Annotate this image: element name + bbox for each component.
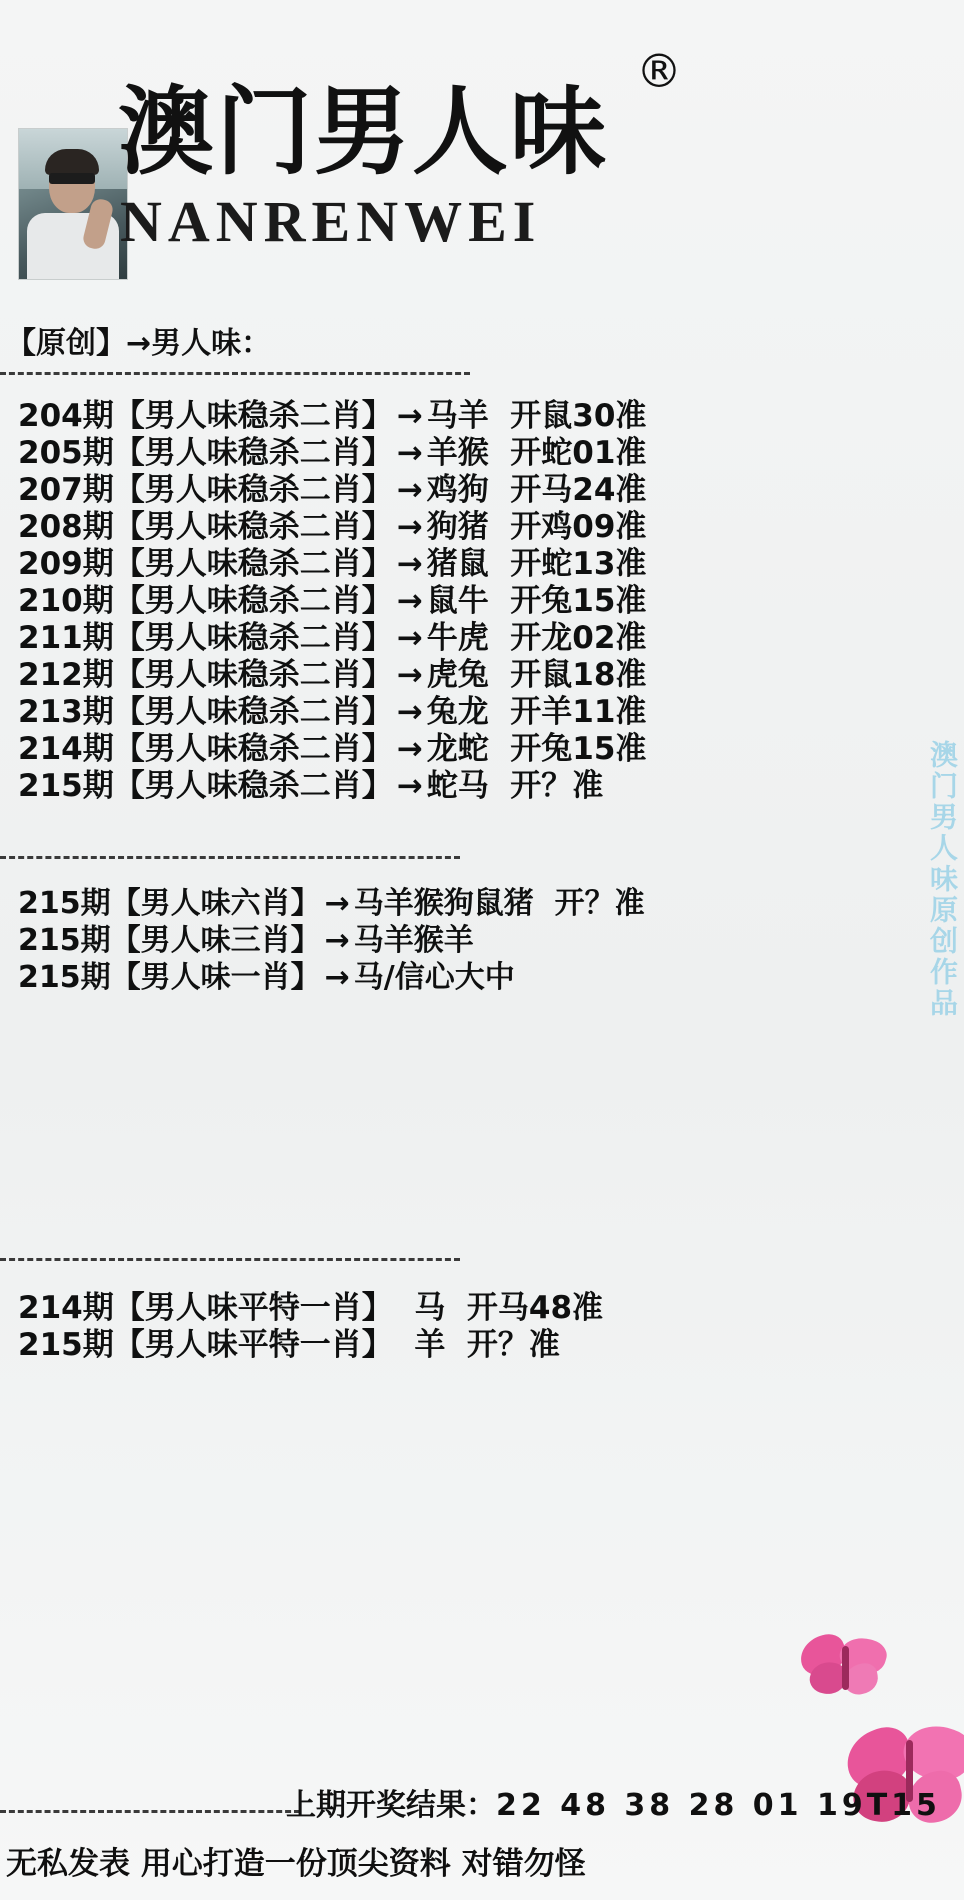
arrow-icon: → [396, 657, 423, 693]
list-item [0, 952, 964, 995]
row-picks: 羊猴 [426, 435, 489, 471]
list-item [0, 649, 964, 693]
row-picks: 龙蛇 [426, 731, 489, 767]
row-title: 【男人味一肖】 [110, 960, 321, 995]
arrow-icon: → [396, 768, 423, 804]
list-item [0, 686, 964, 730]
row-title: 【男人味稳杀二肖】 [113, 472, 393, 508]
row-title: 【男人味稳杀二肖】 [113, 694, 393, 730]
row-result: 开？准 [510, 768, 604, 804]
arrow-icon: → [396, 472, 423, 508]
row-period: 215期 [18, 1327, 114, 1363]
arrow-icon: → [396, 583, 423, 619]
row-period: 211期 [18, 620, 114, 656]
list-item [0, 915, 964, 958]
row-title: 【男人味平特一肖】 [113, 1290, 393, 1326]
row-title: 【男人味稳杀二肖】 [113, 657, 393, 693]
row-picks: 虎兔 [426, 657, 489, 693]
row-picks: 兔龙 [426, 694, 489, 730]
sunglasses-icon [49, 173, 95, 184]
row-result: 开马24准 [510, 472, 647, 508]
row-title: 【男人味三肖】 [110, 923, 321, 958]
row-title: 【男人味稳杀二肖】 [113, 583, 393, 619]
page-subtitle: NANRENWEI [120, 189, 542, 254]
divider-1 [0, 372, 470, 375]
list-item [0, 464, 964, 508]
page-title: 澳门男人味 [118, 76, 608, 188]
row-period: 213期 [18, 694, 114, 730]
row-picks: 牛虎 [426, 620, 489, 656]
avatar [18, 128, 128, 280]
last-draw-label: 上期开奖结果： [286, 1788, 496, 1823]
arrow-icon: → [396, 398, 423, 434]
row-picks: 鸡狗 [426, 472, 489, 508]
row-title: 【男人味稳杀二肖】 [113, 546, 393, 582]
row-result: 开兔15准 [510, 583, 647, 619]
list-item [0, 723, 964, 767]
row-result: 开鼠18准 [510, 657, 647, 693]
row-picks: 马羊猴狗鼠猪 [353, 886, 534, 921]
arrow-icon: → [396, 694, 423, 730]
row-result: 开？准 [554, 886, 645, 921]
list-item [0, 575, 964, 619]
row-title: 【男人味稳杀二肖】 [113, 768, 393, 804]
arrow-icon: → [324, 886, 350, 921]
row-result: 开马48准 [466, 1290, 604, 1326]
arrow-icon: → [396, 731, 423, 767]
row-title: 【男人味平特一肖】 [113, 1327, 393, 1363]
side-watermark: 澳门男人味原创作品 [926, 740, 959, 1019]
row-picks: 羊 [414, 1327, 446, 1363]
row-period: 215期 [18, 768, 114, 804]
row-title: 【男人味稳杀二肖】 [113, 435, 393, 471]
row-period: 207期 [18, 472, 114, 508]
list-item [0, 501, 964, 545]
row-picks: 马 [414, 1290, 446, 1326]
row-result: 开羊11准 [510, 694, 647, 730]
list-item [0, 878, 964, 921]
list-item [0, 427, 964, 471]
row-title: 【男人味稳杀二肖】 [113, 398, 393, 434]
row-period: 205期 [18, 435, 114, 471]
arrow-icon: → [396, 620, 423, 656]
row-picks: 蛇马 [426, 768, 489, 804]
row-period: 212期 [18, 657, 114, 693]
row-picks: 马羊 [426, 398, 489, 434]
list-item [0, 538, 964, 582]
row-period: 214期 [18, 1290, 114, 1326]
divider-3 [0, 1258, 460, 1261]
row-period: 215期 [18, 923, 111, 958]
last-draw-numbers: 22 48 38 28 01 19T15 [496, 1788, 941, 1823]
butterfly-icon [800, 1636, 890, 1706]
row-picks: 马/信心大中 [353, 960, 515, 995]
row-picks: 猪鼠 [426, 546, 489, 582]
row-result: 开鸡09准 [510, 509, 647, 545]
origin-label: 【原创】→男人味： [6, 326, 272, 361]
row-picks: 鼠牛 [426, 583, 489, 619]
list-item [0, 390, 964, 434]
footer-slogan: 无私发表 用心打造一份顶尖资料 对错勿怪 [6, 1846, 586, 1882]
avatar-hair [45, 149, 99, 175]
row-result: 开？准 [466, 1327, 560, 1363]
row-picks: 马羊猴羊 [353, 923, 474, 958]
row-title: 【男人味稳杀二肖】 [113, 620, 393, 656]
list-item [0, 1282, 964, 1326]
row-result: 开兔15准 [510, 731, 647, 767]
divider-2 [0, 856, 460, 859]
divider-4 [0, 1810, 300, 1813]
arrow-icon: → [396, 509, 423, 545]
header [0, 0, 964, 320]
list-item [0, 612, 964, 656]
row-title: 【男人味稳杀二肖】 [113, 509, 393, 545]
list-item [0, 760, 964, 804]
row-period: 215期 [18, 886, 111, 921]
row-period: 214期 [18, 731, 114, 767]
row-period: 209期 [18, 546, 114, 582]
arrow-icon: → [324, 960, 350, 995]
row-picks: 狗猪 [426, 509, 489, 545]
row-result: 开鼠30准 [510, 398, 647, 434]
row-result: 开蛇13准 [510, 546, 647, 582]
row-period: 210期 [18, 583, 114, 619]
row-title: 【男人味稳杀二肖】 [113, 731, 393, 767]
arrow-icon: → [396, 435, 423, 471]
row-title: 【男人味六肖】 [110, 886, 321, 921]
arrow-icon: → [396, 546, 423, 582]
last-draw-result [286, 1780, 941, 1824]
registered-trademark-icon: ® [636, 44, 682, 98]
list-item [0, 1319, 964, 1363]
row-period: 204期 [18, 398, 114, 434]
row-result: 开龙02准 [510, 620, 647, 656]
arrow-icon: → [324, 923, 350, 958]
row-period: 215期 [18, 960, 111, 995]
row-period: 208期 [18, 509, 114, 545]
row-result: 开蛇01准 [510, 435, 647, 471]
